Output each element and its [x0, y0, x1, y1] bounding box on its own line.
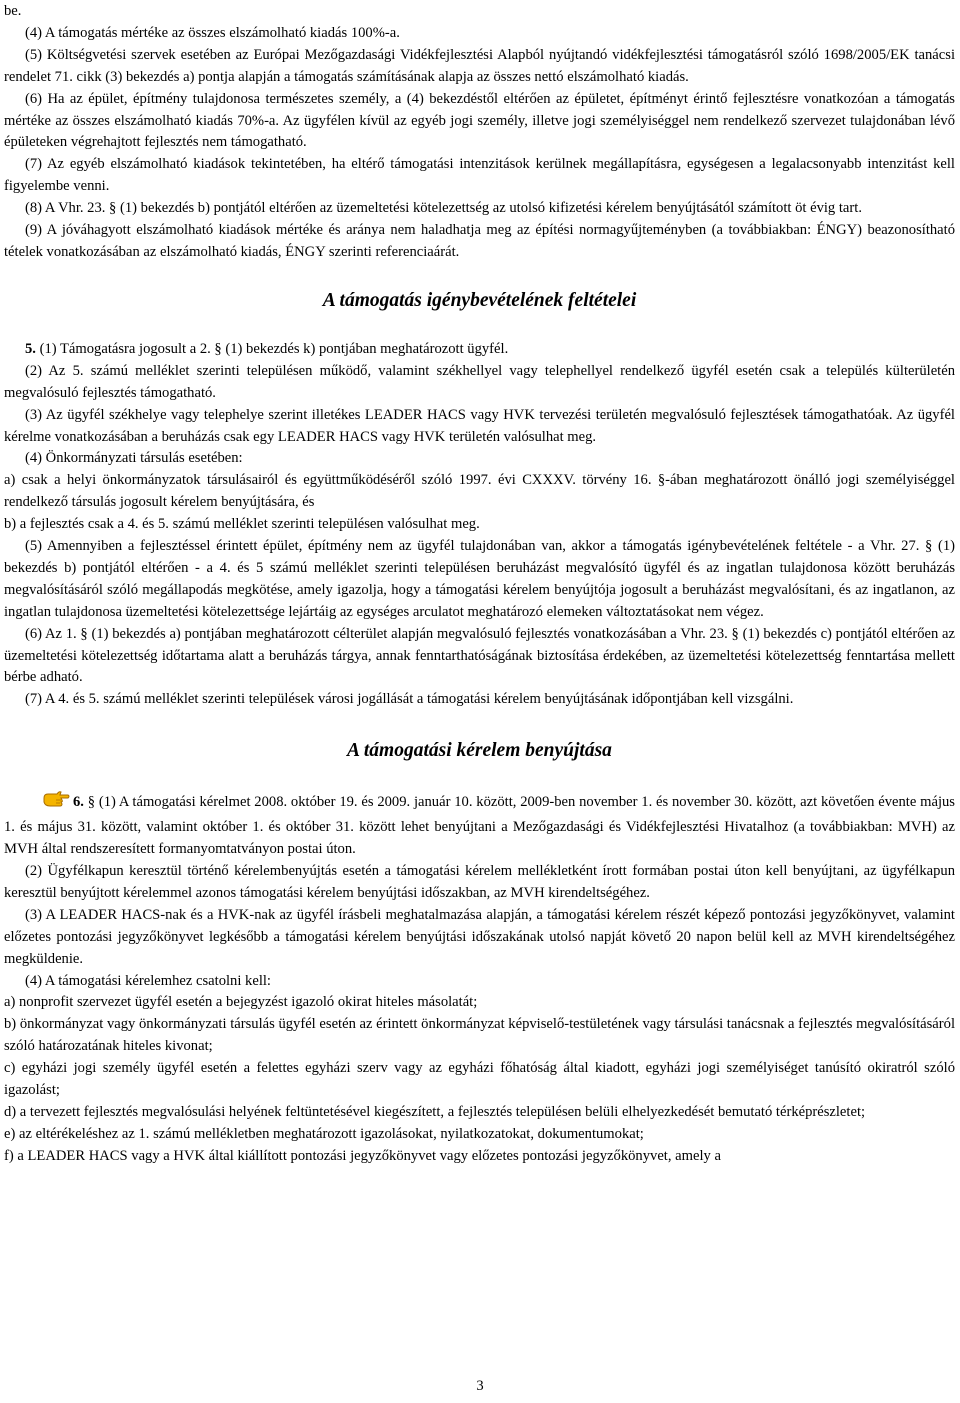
paragraph-6-1 — [4, 789, 955, 861]
page-number: 3 — [476, 1378, 484, 1394]
paragraph-5-4-a: a) csak a helyi önkormányzatok társulásairól és együttműködéséről szóló 1997. évi CXXXV. törvény 16. §-ában meghatározott önálló jogi személyiséggel rendelkező társulás jogosult kérelem benyújtására, és — [4, 472, 955, 511]
paragraph-6-2: (2) Ügyfélkapun keresztül történő kérelembenyújtás esetén a támogatási kérelem mellékletként írott formában postai úton kell benyújtani, az ügyfélkapun keresztül benyújtott kérelemmel azonos támogatási kérelem benyújtási időszakban, az MVH kirendeltségéhez. — [4, 863, 955, 901]
section-number-5: 5. — [25, 340, 36, 357]
paragraph-4-7: (7) Az egyéb elszámolható kiadások tekintetében, ha eltérő támogatási intenzitások kerülnek megállapításra, egységesen a legalacsonyabb intenzitást kell figyelembe venni. — [4, 156, 955, 195]
paragraph-6-4-e: e) az eltérékeléshez az 1. számú mellékletben meghatározott igazolásokat, nyilatkozatokat, dokumentumokat; — [4, 1125, 644, 1142]
section-number-6: 6. — [73, 794, 84, 811]
paragraph-5-4: (4) Önkormányzati társulás esetében: — [25, 450, 243, 467]
paragraph-6-4: (4) A támogatási kérelemhez csatolni kell: — [25, 972, 271, 989]
paragraph-4-5: (5) Költségvetési szervek esetében az Európai Mezőgazdasági Vidékfejlesztési Alapból nyújtandó vidékfejlesztési támogatásról szóló 1698/2005/EK tanácsi rendelet 71. cikk (3) bekezdés a) pontja alapján a támogatás számításának alapja az összes nettó elszámolható kiadás. — [4, 46, 955, 85]
paragraph-6-4-a: a) nonprofit szervezet ügyfél esetén a bejegyzést igazoló okirat hiteles másolatát; — [4, 994, 478, 1011]
paragraph-6-4-b: b) önkormányzat vagy önkormányzati társulás ügyfél esetén az érintett önkormányzat képviselő-testületének vagy társulási tanácsnak a fejlesztés megvalósításáról szóló határozatának hiteles kivonat; — [4, 1016, 955, 1055]
paragraph-continuation: be. — [4, 3, 22, 19]
paragraph-5-4-b: b) a fejlesztés csak a 4. és 5. számú melléklet szerinti településen valósulhat meg. — [4, 516, 480, 533]
paragraph-6-4-f: f) a LEADER HACS vagy a HVK által kiállított pontozási jegyzőkönyvet vagy előzetes pontozási jegyzőkönyvet, amely a — [4, 1147, 721, 1164]
paragraph-5-3: (3) Az ügyfél székhelye vagy telephelye szerint illetékes LEADER HACS vagy HVK tervezési területén megvalósuló fejlesztések támogathatóak. Az ügyfél kérelme vonatkozásában a beruházás csak egy LEADER HACS vagy HVK területén valósulhat meg. — [4, 406, 955, 445]
section-heading-application: A támogatási kérelem benyújtása — [347, 740, 612, 762]
paragraph-5-2: (2) Az 5. számú melléklet szerinti településen működő, valamint székhellyel vagy telephellyel rendelkező ügyfél esetén csak a település külterületén megvalósuló fejlesztés támogatható. — [4, 362, 955, 401]
paragraph-5-6: (6) Az 1. § (1) bekezdés a) pontjában meghatározott célterület alapján megvalósuló fejlesztés vonatkozásában a Vhr. 23. § (1) bekezdés c) pontjától eltérően az üzemeltetési kötelezettség időtartama alatt a beruházás tárgya, annak fenntarthatóságának biztosítása érdekében, az üzemeltetési kötelezettség fenntartása mellett bérbe adható. — [4, 625, 955, 686]
paragraph-5-5: (5) Amennyiben a fejlesztéssel érintett épület, építmény nem az ügyfél tulajdonában van, akkor a támogatás igénybevételének feltétele - a Vhr. 27. § (1) bekezdés b) pontjától eltérően - a 4. és 5 számú melléklet szerinti településen beruházást megvalósító ügyfél és az ingatlan tulajdonosa között beruházás megvalósításáról szóló megállapodás megkötése, amely igazolja, hogy a támogatási kérelem benyújtója jogosult a beruházást megvalósítani, és az ingatlanon, az ingatlan tulajdonosa üzemeltetési kötelezettsége lejártáig az egységes arculatot meghatározó elemeken változtatásokat nem végez. — [4, 538, 955, 620]
document-page — [4, 1, 955, 1168]
paragraph-6-4-c: c) egyházi jogi személy ügyfél esetén a felettes egyházi szerv vagy az egyházi főhatóság által kiadott, egyházi jogi személyiséget tanúsító okiratról szóló igazolást; — [4, 1060, 955, 1099]
paragraph-6-4-d: d) a tervezett fejlesztés megvalósulási helyének feltüntetésével kiegészített, a fejlesztés településen belüli elhelyezkedését bemutató térképrészletet; — [4, 1103, 866, 1120]
pointing-hand-icon — [21, 789, 70, 817]
paragraph-4-4: (4) A támogatás mértéke az összes elszámolható kiadás 100%-a. — [25, 24, 400, 41]
paragraph-4-8: (8) A Vhr. 23. § (1) bekezdés b) pontjától eltérően az üzemeltetési kötelezettség az utolsó kifizetési kérelem benyújtásától számított öt évig tart. — [25, 200, 862, 217]
paragraph-6-3: (3) A LEADER HACS-nak és a HVK-nak az ügyfél írásbeli meghatalmazása alapján, a támogatási kérelem részét képező pontozási jegyzőkönyvet, valamint előzetes pontozási jegyzőkönyvet legkésőbb a támogatási kérelem benyújtási időszakának utolsó napját követő 20 napon belül kell az MVH kirendeltségéhez megküldenie. — [4, 906, 955, 967]
paragraph-5-7: (7) A 4. és 5. számú melléklet szerinti települések városi jogállását a támogatási kérelem benyújtásának időpontjában kell vizsgálni. — [25, 691, 794, 708]
paragraph-5-1 — [4, 339, 955, 361]
paragraph-4-9: (9) A jóváhagyott elszámolható kiadások mértéke és aránya nem haladhatja meg az építési normagyűjteményben (a továbbiakban: ÉNGY) beazonosítható tételek vonatkozásában az elszámolható kiadás, ÉNGY szerinti referenciaárát. — [4, 222, 955, 260]
paragraph-5-1-text: (1) Támogatásra jogosult a 2. § (1) bekezdés k) pontjában meghatározott ügyfél. — [39, 340, 509, 357]
section-heading-conditions: A támogatás igénybevételének feltételei — [322, 289, 637, 311]
paragraph-4-6: (6) Ha az épület, építmény tulajdonosa természetes személy, a (4) bekezdéstől eltérően az épületet, építményt érintő fejlesztésre vonatkozóan a támogatás mértéke az összes elszámolható kiadás 70%-a. Az ügyfélen kívül az egyéb jogi személy, illetve jogi személyiséggel nem rendelkező szervezet tulajdonában lévő épületeken végrehajtott fejlesztés nem támogatható. — [4, 90, 955, 151]
paragraph-6-1-text: § (1) A támogatási kérelmet 2008. október 19. és 2009. január 10. között, 2009-ben november 1. és november 30. között, azt követően évente május 1. és május 31. között, valamint október 1. és október 31. között lehet benyújtani a Mezőgazdasági és Vidékfejlesztési Hivatalhoz (a továbbiakban: MVH) az MVH által rendszeresített formanyomtatványon postai úton. — [4, 794, 955, 858]
